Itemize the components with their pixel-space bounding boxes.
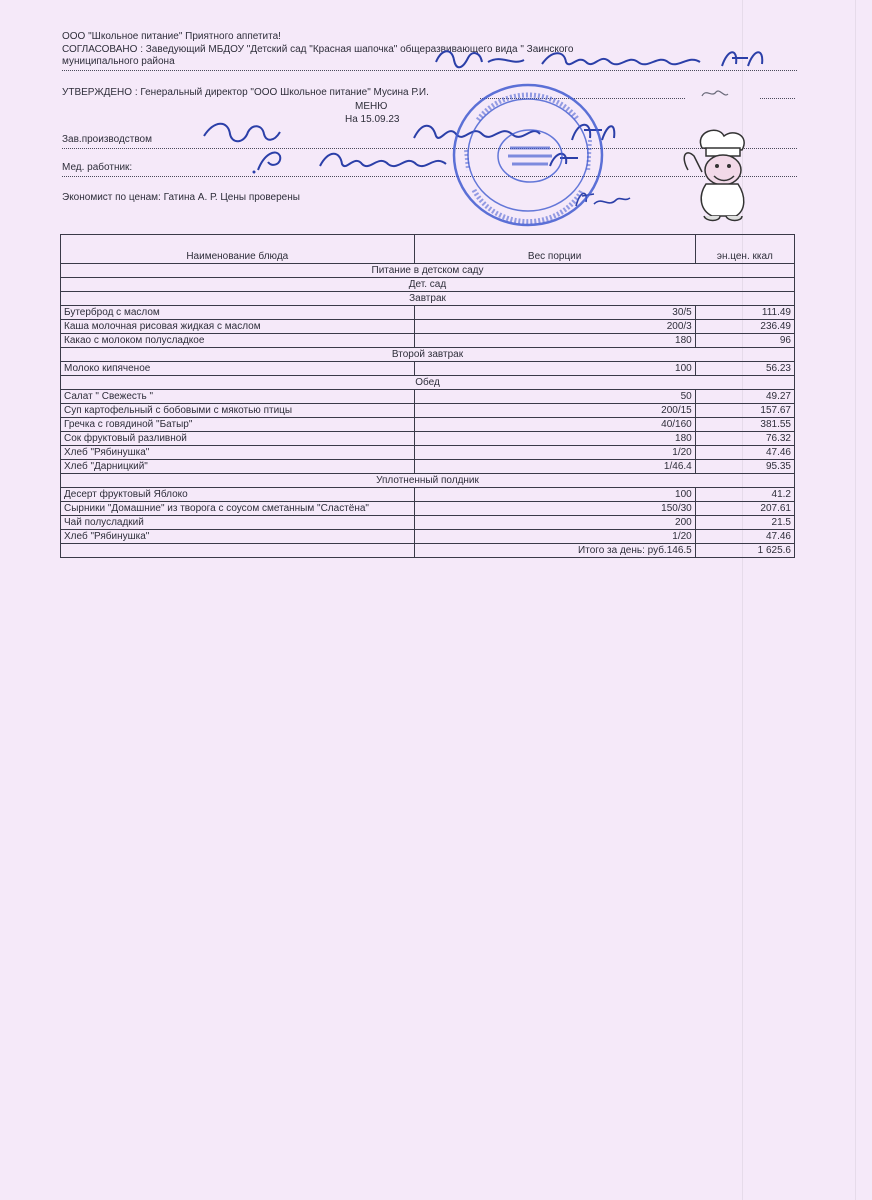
signature-director <box>700 86 730 106</box>
org-line: ООО "Школьное питание" Приятного аппетита! <box>62 31 281 42</box>
dish-name: Сок фруктовый разливной <box>61 432 415 446</box>
section-label: Завтрак <box>61 292 795 306</box>
portion-weight: 1/20 <box>414 530 695 544</box>
signature-agreed-scribble <box>432 44 772 74</box>
portion-weight: 100 <box>414 362 695 376</box>
portion-weight: 30/5 <box>414 306 695 320</box>
agreed-line: СОГЛАСОВАНО : Заведующий МБДОУ "Детский сад "Красная шапочка" общеразвивающего вида " Заинского <box>62 44 574 55</box>
dish-name: Какао с молоком полусладкое <box>61 334 415 348</box>
menu-date: На 15.09.23 <box>345 114 400 125</box>
table-row <box>61 502 795 516</box>
section-row <box>61 376 795 390</box>
kcal-value: 49.27 <box>695 390 794 404</box>
kcal-value: 47.46 <box>695 530 794 544</box>
signature-director-scribble <box>700 86 730 102</box>
portion-weight: 50 <box>414 390 695 404</box>
table-row <box>61 516 795 530</box>
kcal-value: 96 <box>695 334 794 348</box>
kcal-value: 56.23 <box>695 362 794 376</box>
portion-weight: 180 <box>414 432 695 446</box>
table-row <box>61 404 795 418</box>
kindergarten-stamp <box>448 80 608 230</box>
kcal-value: 157.67 <box>695 404 794 418</box>
economist-line: Экономист по ценам: Гатина А. Р. Цены проверены <box>62 192 300 203</box>
portion-weight: 200 <box>414 516 695 530</box>
signature-agreed <box>432 44 772 80</box>
column-header-kcal: эн.цен. ккал <box>695 235 794 264</box>
section-row <box>61 292 795 306</box>
section-label: Уплотненный полдник <box>61 474 795 488</box>
scan-artifact <box>855 0 856 1200</box>
section-row <box>61 348 795 362</box>
column-header-dish: Наименование блюда <box>61 235 415 264</box>
table-row <box>61 390 795 404</box>
table-row <box>61 432 795 446</box>
total-kcal: 1 625.6 <box>695 544 794 558</box>
kcal-value: 41.2 <box>695 488 794 502</box>
table-row <box>61 418 795 432</box>
section-label: Питание в детском саду <box>61 264 795 278</box>
agreed-line-2: муниципального района <box>62 56 175 67</box>
portion-weight: 150/30 <box>414 502 695 516</box>
dish-name: Каша молочная рисовая жидкая с маслом <box>61 320 415 334</box>
dish-name: Гречка с говядиной "Батыр" <box>61 418 415 432</box>
dish-name: Хлеб "Дарницкий" <box>61 460 415 474</box>
kcal-value: 76.32 <box>695 432 794 446</box>
table-row <box>61 488 795 502</box>
kcal-value: 47.46 <box>695 446 794 460</box>
section-label: Обед <box>61 376 795 390</box>
table-row <box>61 334 795 348</box>
table-row <box>61 320 795 334</box>
table-row <box>61 460 795 474</box>
kcal-value: 21.5 <box>695 516 794 530</box>
signature-line <box>760 98 795 99</box>
portion-weight: 100 <box>414 488 695 502</box>
kcal-value: 381.55 <box>695 418 794 432</box>
medical-label: Мед. работник: <box>62 162 133 173</box>
chef-mascot-logo <box>676 126 762 222</box>
dish-name: Молоко кипяченое <box>61 362 415 376</box>
dish-name: Бутерброд с маслом <box>61 306 415 320</box>
table-row <box>61 530 795 544</box>
section-row <box>61 474 795 488</box>
total-row <box>61 544 795 558</box>
dish-name: Хлеб "Рябинушка" <box>61 530 415 544</box>
table-row <box>61 362 795 376</box>
section-row <box>61 264 795 278</box>
table-header-row <box>61 235 795 264</box>
total-label: Итого за день: руб.146.5 <box>414 544 695 558</box>
kcal-value: 207.61 <box>695 502 794 516</box>
table-row <box>61 446 795 460</box>
section-label: Дет. сад <box>61 278 795 292</box>
dish-name: Салат " Свежесть " <box>61 390 415 404</box>
dish-name: Чай полусладкий <box>61 516 415 530</box>
production-head-label: Зав.производством <box>62 134 152 145</box>
dish-name: Сырники "Домашние" из творога с соусом сметанным "Сластёна" <box>61 502 415 516</box>
approved-line: УТВЕРЖДЕНО : Генеральный директор "ООО Школьное питание" Мусина Р.И. <box>62 87 429 98</box>
dish-name: Десерт фруктовый Яблоко <box>61 488 415 502</box>
portion-weight: 1/20 <box>414 446 695 460</box>
portion-weight: 180 <box>414 334 695 348</box>
section-label: Второй завтрак <box>61 348 795 362</box>
dish-name: Суп картофельный с бобовыми с мякотью птицы <box>61 404 415 418</box>
menu-title: МЕНЮ <box>355 101 388 112</box>
section-row <box>61 278 795 292</box>
portion-weight: 200/3 <box>414 320 695 334</box>
menu-table-body <box>61 264 795 558</box>
kcal-value: 95.35 <box>695 460 794 474</box>
total-spacer <box>61 544 415 558</box>
table-row <box>61 306 795 320</box>
menu-table <box>60 234 795 558</box>
kcal-value: 111.49 <box>695 306 794 320</box>
dish-name: Хлеб "Рябинушка" <box>61 446 415 460</box>
column-header-weight: Вес порции <box>414 235 695 264</box>
portion-weight: 200/15 <box>414 404 695 418</box>
kcal-value: 236.49 <box>695 320 794 334</box>
portion-weight: 1/46.4 <box>414 460 695 474</box>
portion-weight: 40/160 <box>414 418 695 432</box>
